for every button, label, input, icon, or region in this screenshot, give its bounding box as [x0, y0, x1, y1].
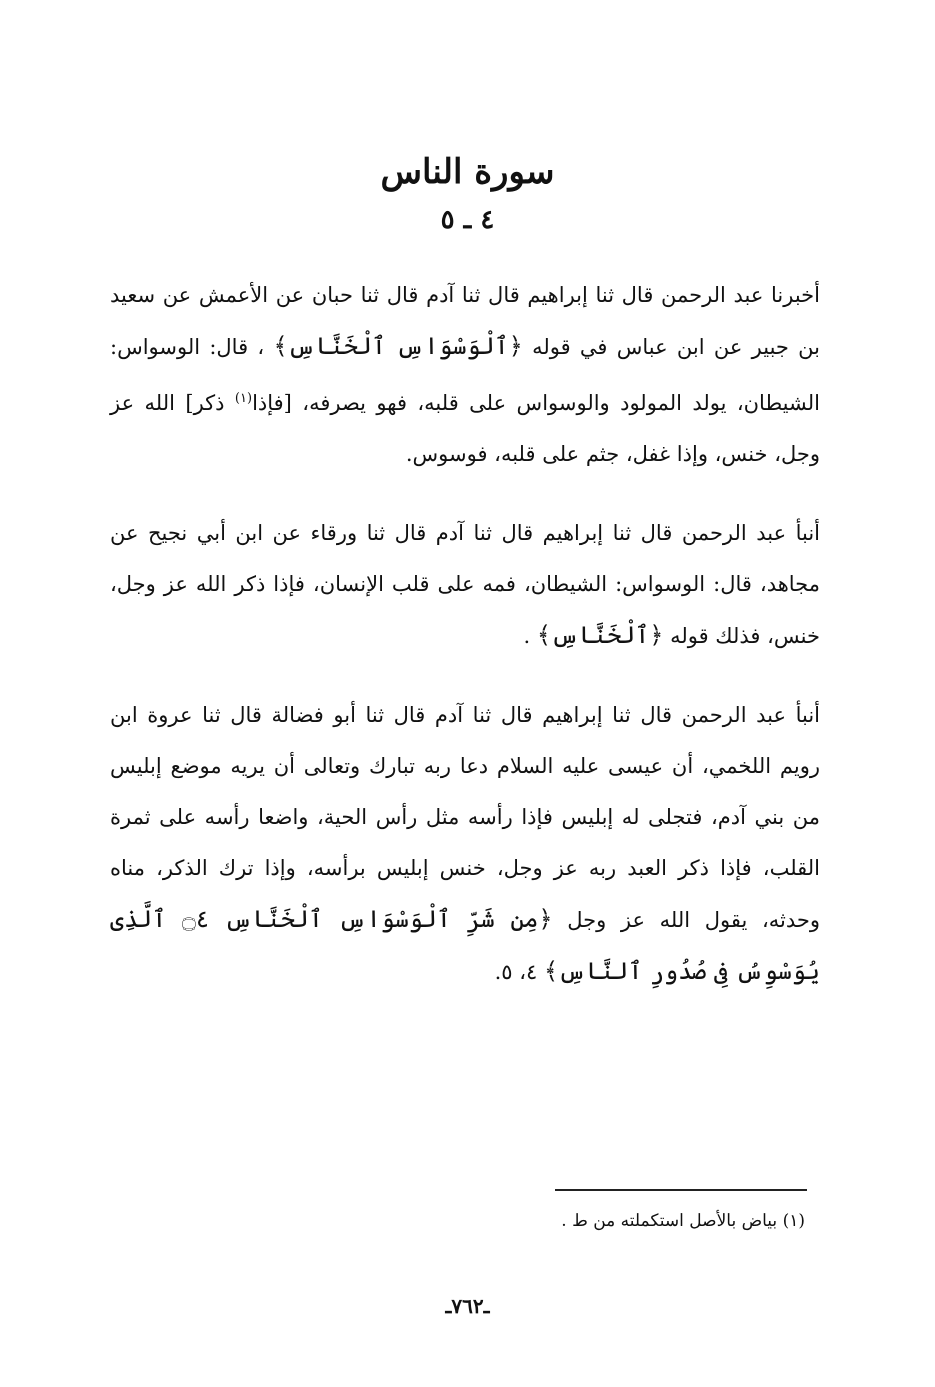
verse-numbers: ٤ ـ ٥ [440, 205, 495, 235]
paragraph-3-text: أنبأ عبد الرحمن قال ثنا إبراهيم قال ثنا آدم قال ثنا أبو فضالة قال ثنا عروة ابن رويم اللخمي، أن عيسى عليه السلام دعا ربه تبارك وتعالى أن يريه موضع إبليس من بني آدم، فتجلى له إبليس فإذا رأسه مثل رأس الحية، واضعا رأسه على ثمرة القلب، فإذا ذكر العبد ربه عز وجل، خنس إبليس برأسه، وإذا ترك الذكر، مناه وحدثه، يقول الله عز وجل [110, 703, 821, 932]
quran-quote-3: ﴿مِن شَرِّ ٱلْوَسْوَاسِ ٱلْخَنَّاسِ ۝٤ ٱلَّذِى يُوَسْوِسُ فِى صُدُورِ ٱلنَّاسِ﴾ [110, 905, 820, 985]
page-number: ـ٧٦٢ـ [445, 1294, 490, 1318]
paragraph-1-text-cont: ، قال: الوسواس: الشيطان، يولد المولود والوسواس على قلبه، فهو يصرفه، [فإذا [110, 335, 820, 415]
quran-quote-2: ﴿ٱلْخَنَّاسِ﴾ [536, 621, 664, 649]
footnote-marker[interactable]: (١) [234, 391, 253, 406]
paragraph-1 [110, 270, 820, 480]
paragraph-2-text: أنبأ عبد الرحمن قال ثنا إبراهيم قال ثنا آدم قال ثنا ورقاء عن ابن أبي نجيح عن مجاهد، قال: الوسواس: الشيطان، فمه على قلب الإنسان، فإذا ذكر الله عز وجل، خنس، فذلك قوله [110, 521, 820, 648]
surah-title: سورة الناس [380, 152, 555, 192]
paragraph-1-text-end: ذكر] الله عز وجل، خنس، وإذا غفل، جثم على قلبه، فوسوس. [110, 391, 820, 466]
paragraph-3-text-end: ٤، ٥. [494, 960, 544, 984]
footnote-divider [555, 1189, 807, 1191]
quran-quote-1: ﴿ٱلْوَسْوَاسِ ٱلْخَنَّاسِ﴾ [273, 332, 523, 360]
paragraph-2 [110, 508, 820, 662]
paragraph-3 [110, 690, 820, 998]
footnote: (١) بياض بالأصل استكملته من ط . [561, 1211, 805, 1231]
main-text [110, 270, 820, 1026]
paragraph-2-text-end: . [523, 624, 537, 648]
paragraph-1-text: أخبرنا عبد الرحمن قال ثنا إبراهيم قال ثنا آدم قال ثنا حبان عن الأعمش عن سعيد بن جبير عن ابن عباس في قوله [110, 283, 820, 359]
